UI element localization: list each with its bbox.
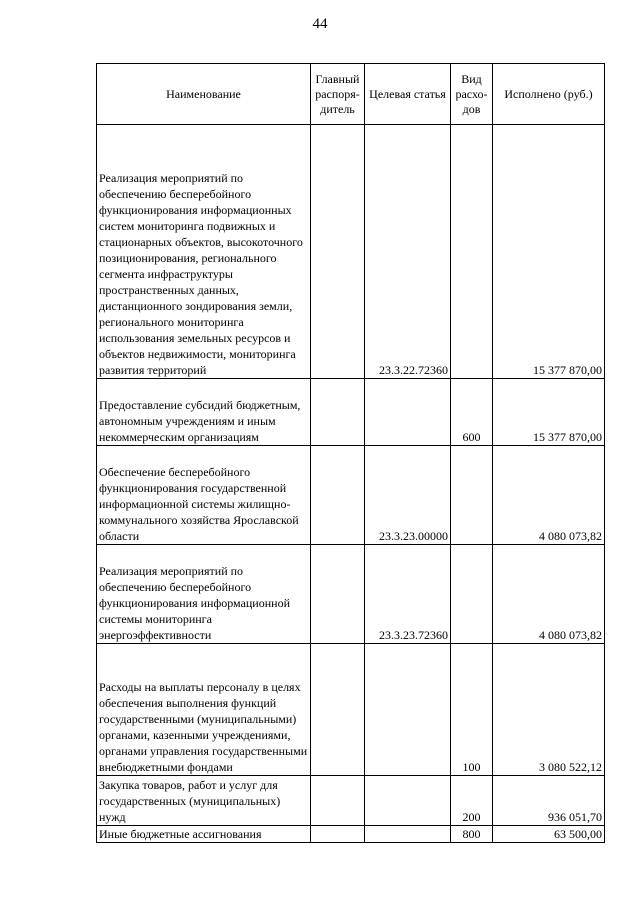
row-name: Предоставление субсидий бюджетным, автономным учреждениям и иным некоммерческим организациям [97, 379, 311, 446]
row-executed: 15 377 870,00 [493, 379, 605, 446]
row-executed: 15 377 870,00 [493, 125, 605, 379]
row-target-article [365, 776, 451, 826]
row-name: Реализация мероприятий по обеспечению бесперебойного функционирования информационных систем мониторинга подвижных и стационарных объектов, высокоточного позиционирования, регионального сегмента инфраструктуры пространственных данных, дистанционного зондирования земли, регионального мониторинга использования земельных ресурсов и объектов недвижимости, мониторинга развития территорий [97, 125, 311, 379]
row-main-manager [311, 125, 365, 379]
row-target-article: 23.3.23.00000 [365, 446, 451, 545]
row-expense-type: 800 [451, 826, 493, 843]
row-expense-type: 600 [451, 379, 493, 446]
header-target-article: Целевая статья [365, 64, 451, 125]
header-name: Наименование [97, 64, 311, 125]
budget-table [96, 63, 605, 843]
row-name: Закупка товаров, работ и услуг для государственных (муниципальных) нужд [97, 776, 311, 826]
row-name: Обеспечение бесперебойного функционирования государственной информационной системы жилищно-коммунального хозяйства Ярославской области [97, 446, 311, 545]
row-expense-type: 200 [451, 776, 493, 826]
table-row [97, 776, 605, 826]
row-expense-type: 100 [451, 644, 493, 776]
row-name: Реализация мероприятий по обеспечению бесперебойного функционирования информационной системы мониторинга энергоэффективности [97, 545, 311, 644]
table-row [97, 379, 605, 446]
header-executed: Исполнено (руб.) [493, 64, 605, 125]
row-executed: 63 500,00 [493, 826, 605, 843]
page-number: 44 [312, 16, 328, 32]
row-main-manager [311, 545, 365, 644]
table-row [97, 545, 605, 644]
row-main-manager [311, 379, 365, 446]
row-name: Иные бюджетные ассигнования [97, 826, 311, 843]
table-header [97, 64, 605, 125]
table-row [97, 446, 605, 545]
table-body [97, 125, 605, 843]
row-executed: 4 080 073,82 [493, 446, 605, 545]
row-target-article: 23.3.23.72360 [365, 545, 451, 644]
row-main-manager [311, 644, 365, 776]
row-main-manager [311, 776, 365, 826]
row-executed: 4 080 073,82 [493, 545, 605, 644]
row-target-article [365, 379, 451, 446]
row-expense-type [451, 446, 493, 545]
table-row [97, 125, 605, 379]
table-row [97, 826, 605, 843]
row-name: Расходы на выплаты персоналу в целях обеспечения выполнения функций государственными (муниципальными) органами, казенными учреждениями, органами управления государственными внебюджетными фондами [97, 644, 311, 776]
header-expense-type: Вид расхо- дов [451, 64, 493, 125]
row-target-article [365, 644, 451, 776]
row-executed: 936 051,70 [493, 776, 605, 826]
row-expense-type [451, 545, 493, 644]
row-target-article: 23.3.22.72360 [365, 125, 451, 379]
row-main-manager [311, 446, 365, 545]
row-executed: 3 080 522,12 [493, 644, 605, 776]
row-expense-type [451, 125, 493, 379]
header-main-manager: Главный распоря- дитель [311, 64, 365, 125]
table-row [97, 644, 605, 776]
row-target-article [365, 826, 451, 843]
row-main-manager [311, 826, 365, 843]
